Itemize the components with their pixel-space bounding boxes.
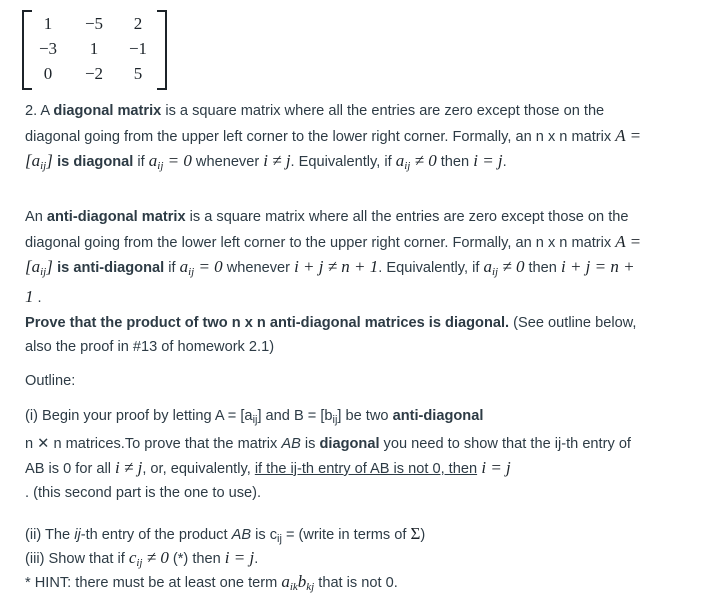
text: , or, equivalently, xyxy=(142,461,255,477)
text: ] and B = [b xyxy=(257,408,333,424)
text: is xyxy=(300,435,320,452)
math-aij-neq-0: $a_{ij} \ne 0$ xyxy=(395,151,437,172)
math-i-eq-j: i = j xyxy=(224,548,255,567)
text: whenever xyxy=(191,154,264,170)
math-aij-eq-0: $a_{ij} = 0$ xyxy=(148,151,192,172)
text: ] be two xyxy=(337,408,393,424)
text: if xyxy=(133,154,149,170)
italic-AB: AB xyxy=(231,527,252,543)
math-cij-neq-0: $c_{ij} \ne 0$ xyxy=(128,548,169,569)
sigma-symbol: Σ xyxy=(410,524,421,543)
text: . Equivalently, if xyxy=(290,154,396,170)
math-A-eq-aij: $A = [a_{ij}]$ xyxy=(25,125,642,172)
step-1-paragraph xyxy=(25,405,645,505)
term-anti-diagonal-matrix: anti-diagonal matrix xyxy=(46,209,186,225)
subscript: ij xyxy=(332,414,338,426)
term-diagonal: diagonal xyxy=(319,435,380,452)
text: 2. A xyxy=(25,103,54,119)
matrix-right-bracket xyxy=(157,10,167,90)
math-aij-eq-0: $a_{ij} = 0$ xyxy=(179,257,223,278)
text: . xyxy=(254,551,259,567)
outline-label: Outline: xyxy=(25,373,76,389)
text: is a square matrix where all the entries are zero except those on the diagonal going from the upper left corner to the lower right corner. Formally, an n x n matrix xyxy=(25,103,616,145)
matrix-cell: −3 xyxy=(38,39,58,58)
diagonal-definition-paragraph xyxy=(25,100,645,179)
math-i-neq-j: i ≠ j xyxy=(263,151,291,170)
math-i-plus-j-eq-n-plus-1: i + j = n + 1 xyxy=(25,257,635,306)
text: then xyxy=(524,260,561,276)
hint-paragraph xyxy=(25,570,645,600)
matrix-cell: −1 xyxy=(128,39,148,58)
text: that is not 0. xyxy=(314,575,398,591)
prove-task-bold: Prove that the product of two n x n anti-diagonal matrices is diagonal. xyxy=(25,315,510,331)
matrix-cell: 0 xyxy=(43,64,53,83)
text: An xyxy=(25,209,47,225)
text: -th entry of the product xyxy=(80,527,232,543)
text: (See outline below, also the proof in #13 of homework 2.1) xyxy=(25,315,637,355)
math-A-eq-aij: $A = [a_{ij}]$ xyxy=(25,231,642,278)
math-i-plus-j-neq-n-plus-1: i + j ≠ n + 1 xyxy=(294,257,379,276)
matrix-cell: −5 xyxy=(84,14,104,33)
math-aik-bkj: $a_{ik}b_{kj}$ xyxy=(281,572,315,593)
text: . xyxy=(502,154,507,170)
text: * HINT: there must be at least one term xyxy=(25,575,282,591)
text: = (write in terms of xyxy=(281,527,411,543)
text: (iii) Show that if xyxy=(25,551,129,567)
term-is-anti-diagonal: is anti-diagonal xyxy=(57,260,165,276)
text: (i) Begin your proof by letting A = [a xyxy=(25,408,253,424)
math-aij-neq-0: $a_{ij} \ne 0$ xyxy=(483,257,525,278)
matrix-cell: 5 xyxy=(133,64,143,83)
term-diagonal-matrix: diagonal matrix xyxy=(53,103,162,119)
text: is a square matrix where all the entries are zero except those on the diagonal going from the lower left corner to the upper right corner. Formally, an n x n matrix xyxy=(25,209,629,251)
subscript: ij xyxy=(277,533,282,545)
text: ) xyxy=(420,527,426,543)
text: then xyxy=(436,154,474,170)
text: you need to show that the ij-th entry of AB is 0 for all xyxy=(25,435,631,477)
prove-statement xyxy=(25,312,645,359)
term-is-diagonal: is diagonal xyxy=(57,154,134,170)
matrix-cell: 2 xyxy=(133,14,143,33)
math-i-eq-j: i = j xyxy=(477,458,511,477)
text: . (this second part is the one to use). xyxy=(25,484,262,501)
subscript: ij xyxy=(252,414,258,426)
underlined-condition: if the ij-th entry of AB is not 0, then xyxy=(254,461,478,477)
example-matrix xyxy=(22,6,167,86)
math-i-neq-j: i ≠ j xyxy=(115,458,143,477)
matrix-cell: −2 xyxy=(84,64,104,83)
math-i-eq-j: i = j xyxy=(473,151,503,170)
italic-AB: AB xyxy=(281,435,301,452)
matrix-cell: 1 xyxy=(89,39,99,58)
italic-ij: ij xyxy=(74,527,81,543)
text: if xyxy=(164,260,180,276)
anti-diagonal-definition-paragraph xyxy=(25,206,645,310)
matrix-cell: 1 xyxy=(43,14,53,33)
text: n ✕ n matrices.To prove that the matrix xyxy=(25,435,282,452)
text: (ii) The xyxy=(25,527,75,543)
text: . xyxy=(33,289,42,306)
text: . Equivalently, if xyxy=(378,260,484,276)
term-anti-diagonal: anti-diagonal xyxy=(392,408,484,424)
text: is c xyxy=(251,527,278,543)
text: whenever xyxy=(222,260,295,276)
text: (*) then xyxy=(168,551,225,567)
